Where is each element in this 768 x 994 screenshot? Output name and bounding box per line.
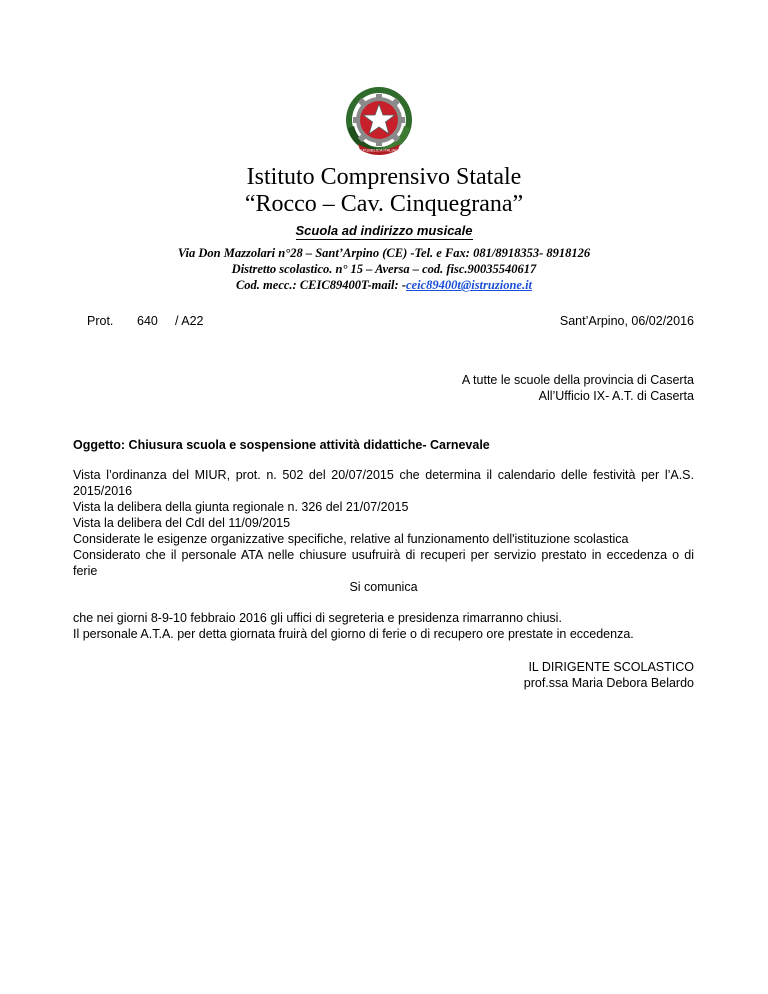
protocol-code: / A22 bbox=[175, 314, 204, 328]
signature-name: prof.ssa Maria Debora Belardo bbox=[523, 676, 694, 690]
body-paragraph: Vista l’ordinanza del MIUR, prot. n. 502 del 20/07/2015 che determina il calendario delle festività per l’A.S. 2015/2016 bbox=[73, 468, 694, 498]
district-line: Distretto scolastico. n° 15 – Aversa – cod. fisc.90035540617 bbox=[231, 262, 537, 276]
place-date: Sant’Arpino, 06/02/2016 bbox=[559, 314, 694, 328]
school-subtitle-text: Scuola ad indirizzo musicale bbox=[295, 223, 473, 238]
communication-heading: Si comunica bbox=[349, 580, 418, 594]
institute-subname: “Rocco – Cav. Cinquegrana” bbox=[244, 191, 524, 217]
closing-notice bbox=[73, 610, 694, 642]
recipients bbox=[462, 372, 694, 404]
institute-name: Istituto Comprensivo Statale bbox=[246, 164, 522, 190]
protocol-number: 640 bbox=[137, 314, 158, 328]
address-line: Via Don Mazzolari n°28 – Sant’Arpino (CE) -Tel. e Fax: 081/8918353- 8918126 bbox=[177, 246, 591, 260]
email-link[interactable]: ceic89400t@istruzione.it bbox=[405, 278, 533, 292]
protocol-label: Prot. bbox=[87, 314, 114, 328]
subject-line: Oggetto: Chiusura scuola e sospensione attività didattiche- Carnevale bbox=[73, 438, 490, 452]
letter-body bbox=[73, 467, 694, 595]
school-subtitle bbox=[0, 222, 768, 240]
recipient-line: All’Ufficio IX- A.T. di Caserta bbox=[538, 389, 694, 403]
italian-republic-emblem-icon bbox=[342, 84, 416, 158]
closing-line: che nei giorni 8-9-10 febbraio 2016 gli uffici di segreteria e presidenza rimarranno chiusi. bbox=[73, 611, 562, 625]
svg-text:REPUBBLICA ITALIANA: REPUBBLICA ITALIANA bbox=[357, 147, 401, 153]
mechanographic-code: Cod. mecc.: CEIC89400T-mail: - bbox=[235, 278, 406, 292]
body-line: Considerate le esigenze organizzative specifiche, relative al funzionamento dell'istituzione scolastica bbox=[73, 532, 629, 546]
signature-block bbox=[524, 659, 694, 691]
body-line: Vista la delibera della giunta regionale n. 326 del 21/07/2015 bbox=[73, 500, 409, 514]
body-paragraph: Considerato che il personale ATA nelle chiusure usufruirà di recuperi per servizio prestato in eccedenza o di ferie bbox=[73, 548, 694, 578]
closing-line: Il personale A.T.A. per detta giornata fruirà del giorno di ferie o di recupero ore prestate in eccedenza. bbox=[73, 627, 634, 641]
signature-role: IL DIRIGENTE SCOLASTICO bbox=[528, 660, 694, 674]
recipient-line: A tutte le scuole della provincia di Caserta bbox=[461, 373, 694, 387]
body-line: Vista la delibera del CdI del 11/09/2015 bbox=[73, 516, 291, 530]
contact-line bbox=[0, 277, 768, 293]
